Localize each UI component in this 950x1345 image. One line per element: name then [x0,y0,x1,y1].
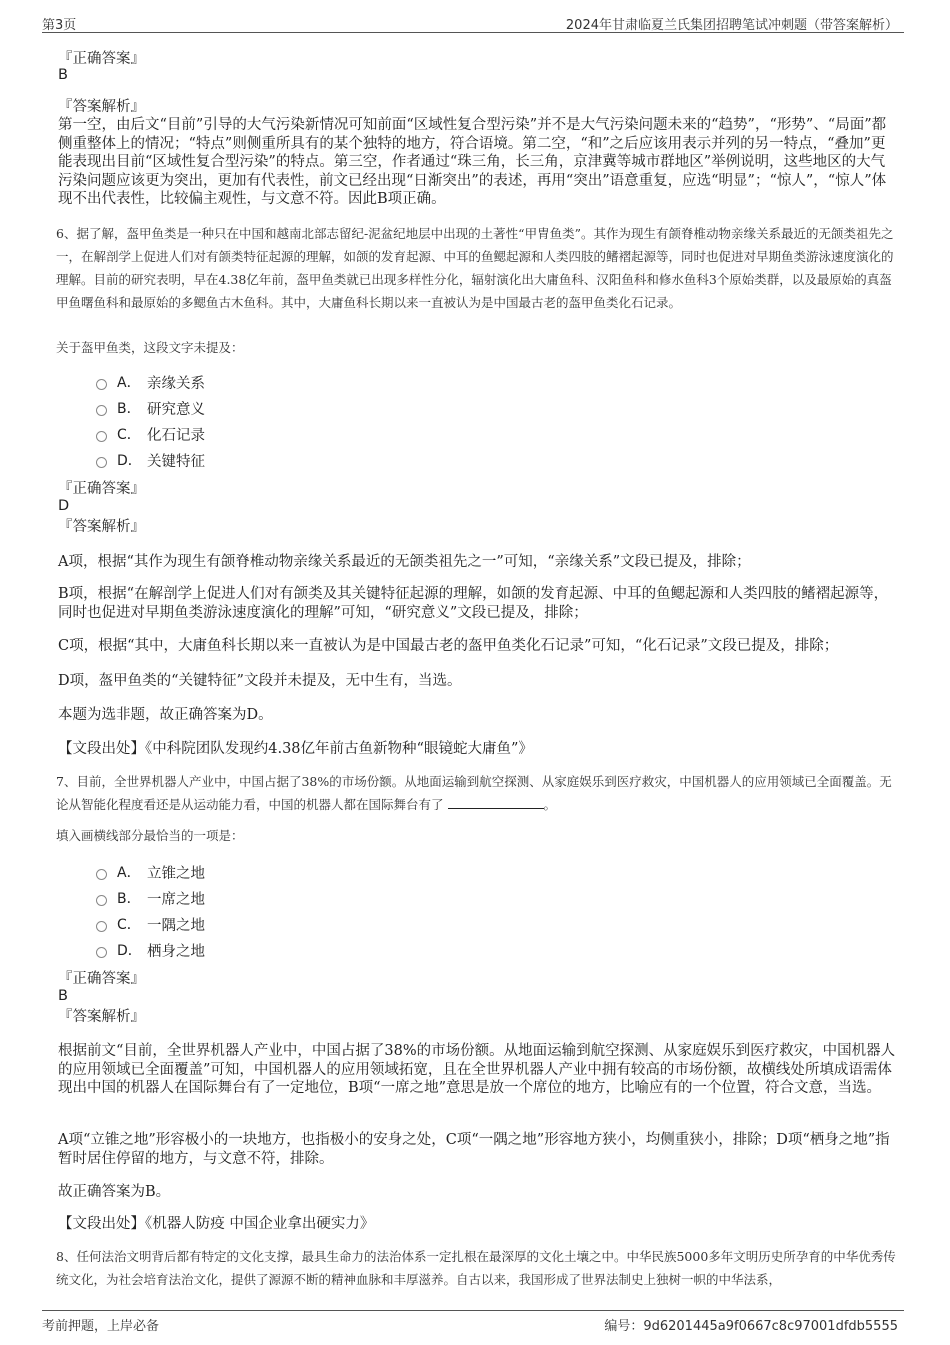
page-number: 第3页 [42,18,77,33]
q7-analysis-main: 根据前文“目前，全世界机器人产业中，中国占据了38%的市场份额。从地面运输到航空探测、从家庭娱乐到医疗救灾，中国机器人的应用领域已全面覆盖”可知，中国机器人的应用领域拓宽，且在全世界机器人产业中拥有较高的市场份额，故横线处所填成语需体现出中国的机器人在国际舞台有了一定地位，B项“一席之地”意思是放一个席位的地方，比喻应有的一个位置，符合文意，当选。 [58,1043,896,1096]
q6-option-d[interactable]: D． 关键特征 [96,449,205,471]
q6-source: 【文段出处】《中科院团队发现约4.38亿年前古鱼新物种“眼镜蛇大庸鱼”》 [58,741,533,757]
q6-option-a[interactable]: A． 亲缘关系 [96,371,205,393]
q6-option-c[interactable]: C． 化石记录 [96,423,205,445]
document-title: 2024年甘肃临夏兰氏集团招聘笔试冲刺题（带答案解析） [565,18,898,33]
footer-slogan: 考前押题，上岸必备 [42,1319,160,1334]
q7-stem: 7、目前，全世界机器人产业中，中国占据了38%的市场份额。从地面运输到航空探测、从家庭娱乐到医疗救灾，中国机器人的应用领域已全面覆盖。无论从智能化程度看还是从运动能力看，中国的机器人都在国际舞台有了 。 [56,774,892,812]
q7-analysis-others: A项“立锥之地”形容极小的一块地方，也指极小的安身之处，C项“一隅之地”形容地方狭小，均侧重狭小，排除；D项“栖身之地”指暂时居住停留的地方，与文意不符，排除。 [58,1132,890,1167]
q5-analysis-label: 『答案解析』 [58,99,145,115]
q5-answer-label: 『正确答案』 [58,51,145,67]
q6-analysis-c: C项，根据“其中，大庸鱼科长期以来一直被认为是中国最古老的盔甲鱼类化石记录”可知，“化石记录”文段已提及，排除； [58,638,839,654]
q7-option-a[interactable]: A． 立锥之地 [96,861,205,883]
q7-conclusion: 故正确答案为B。 [58,1184,171,1200]
q7-analysis-label: 『答案解析』 [58,1009,145,1025]
radio-icon[interactable] [96,869,107,880]
q6-answer: D [58,498,70,514]
q7-source: 【文段出处】《机器人防疫 中国企业拿出硬实力》 [58,1216,375,1232]
radio-icon[interactable] [96,379,107,390]
q7-question: 填入画横线部分最恰当的一项是： [56,828,244,843]
radio-icon[interactable] [96,947,107,958]
q6-conclusion: 本题为选非题，故正确答案为D。 [58,707,273,723]
q7-blank [448,796,544,809]
q6-option-b[interactable]: B． 研究意义 [96,397,205,419]
q6-analysis-label: 『答案解析』 [58,519,145,535]
q6-analysis-d: D项，盔甲鱼类的“关键特征”文段并未提及，无中生有，当选。 [58,673,462,689]
q6-stem: 6、据了解，盔甲鱼类是一种只在中国和越南北部志留纪-泥盆纪地层中出现的土著性“甲胄鱼类”。其作为现生有颌脊椎动物亲缘关系最近的无颌类祖先之一，在解剖学上促进人们对有颌类特征起源的理解，如颌的发育起源、中耳的鱼鳃起源和人类四肢的鳍褶起源等，同时也促进对早期鱼类游泳速度演化的理解。目前的研究表明，早在4.38亿年前，盔甲鱼类就已出现多样性分化，辐射演化出大庸鱼科、汉阳鱼科和修水鱼科3个原始类群，以及最原始的真盔甲鱼曙鱼科和最原始的多鳃鱼古木鱼科。其中，大庸鱼科长期以来一直被认为是中国最古老的盔甲鱼类化石记录。 [56,226,894,310]
document-code: 编号：9d6201445a9f0667c8c97001dfdb5555 [604,1319,898,1334]
radio-icon[interactable] [96,457,107,468]
radio-icon[interactable] [96,431,107,442]
q5-analysis: 第一空，由后文“目前”引导的大气污染新情况可知前面“区域性复合型污染”并不是大气污染问题未来的“趋势”，“形势”、“局面”都侧重整体上的情况；“特点”则侧重所具有的某个独特的地方，符合语境。第二空，“和”之后应该用表示并列的另一特点，“叠加”更能表现出目前“区域性复合型污染”的特点。第三空，作者通过“珠三角，长三角，京津冀等城市群地区”举例说明，这些地区的大气污染问题应该更为突出，更加有代表性，前文已经出现“日渐突出”的表述，再用“突出”语意重复，应选“明显”；“惊人”，“惊人”体现不出代表性，比较偏主观性，与文意不符。因此B项正确。 [58,117,887,207]
q6-question: 关于盔甲鱼类，这段文字未提及： [56,340,244,355]
page-header [42,12,904,33]
q8-stem: 8、任何法治文明背后都有特定的文化支撑，最具生命力的法治体系一定扎根在最深厚的文化土壤之中。中华民族5000多年文明历史所孕育的中华优秀传统文化，为社会培育法治文化，提供了源源不断的精神血脉和丰厚滋养。自古以来，我国形成了世界法制史上独树一帜的中华法系， [56,1249,896,1287]
q7-answer: B [58,988,68,1004]
q6-analysis-a: A项，根据“其作为现生有颌脊椎动物亲缘关系最近的无颌类祖先之一”可知，“亲缘关系”文段已提及，排除； [58,554,751,570]
q6-analysis-b: B项，根据“在解剖学上促进人们对有颌类及其关键特征起源的理解，如颌的发育起源、中耳的鱼鳃起源和人类四肢的鳍褶起源等，同时也促进对早期鱼类游泳速度演化的理解”可知，“研究意义”文段已提及，排除； [58,586,889,621]
q6-answer-label: 『正确答案』 [58,481,145,497]
radio-icon[interactable] [96,895,107,906]
q7-option-b[interactable]: B． 一席之地 [96,887,205,909]
q7-option-d[interactable]: D． 栖身之地 [96,939,205,961]
q7-answer-label: 『正确答案』 [58,971,145,987]
radio-icon[interactable] [96,405,107,416]
q7-option-c[interactable]: C． 一隅之地 [96,913,205,935]
q5-answer: B [58,67,68,83]
radio-icon[interactable] [96,921,107,932]
page-footer [42,1310,904,1333]
